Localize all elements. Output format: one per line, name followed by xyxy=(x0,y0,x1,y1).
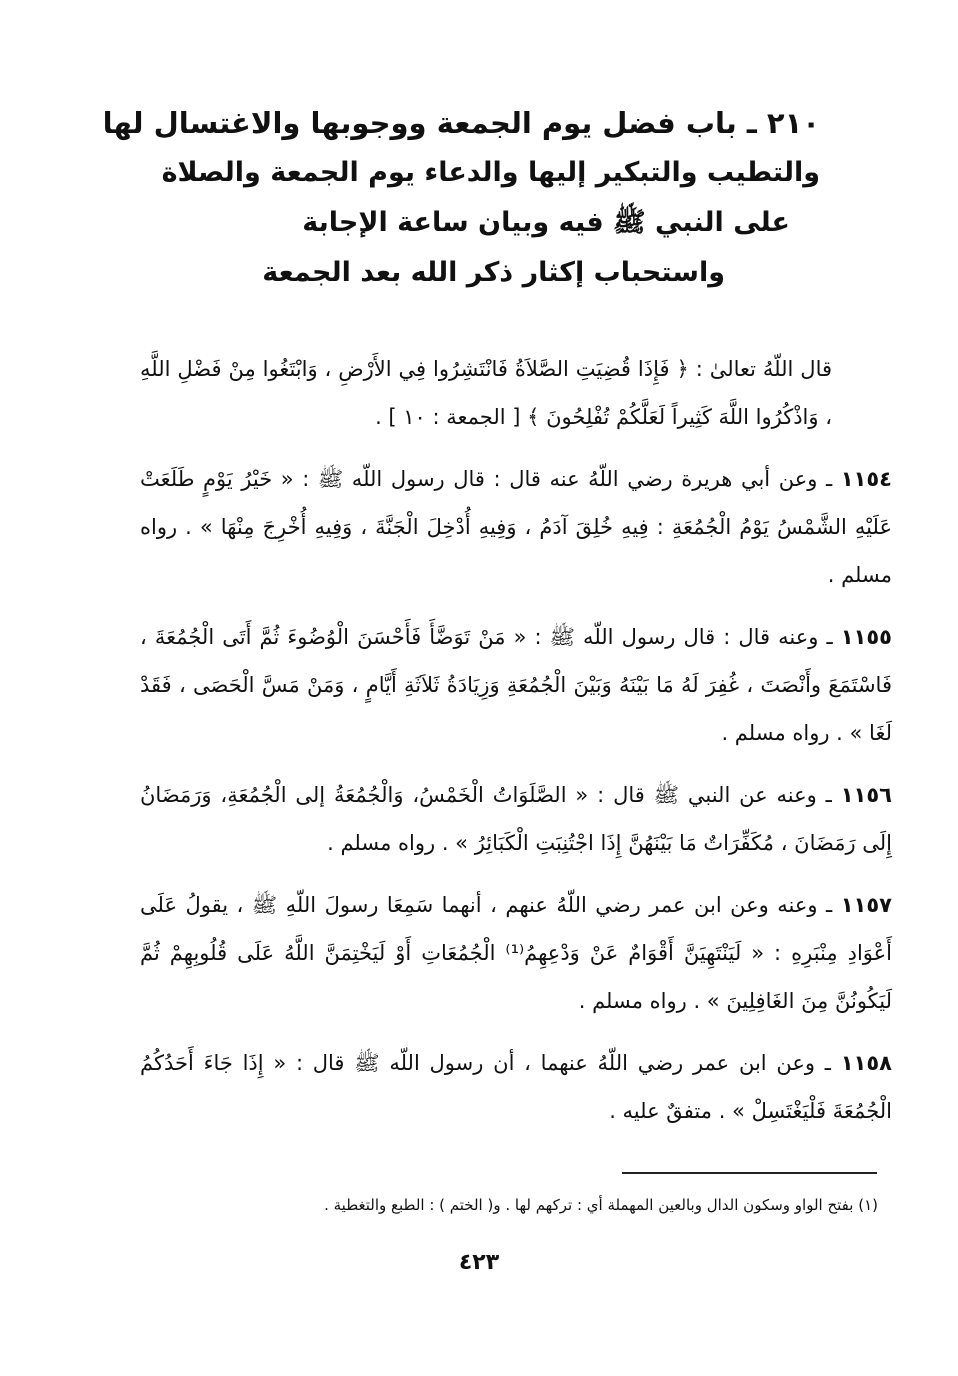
hadith-number: ١١٥٧ xyxy=(840,893,892,917)
heading-line-2: والتطيب والتبكير إليها والدعاء يوم الجمعة والصلاة xyxy=(161,157,820,188)
hadith-number: ١١٥٤ xyxy=(840,467,892,491)
hadith-text: ـ وعنه عن النبي ﷺ قال : « الصَّلَوَاتُ الْخَمْسُ، وَالْجُمُعَةُ إلى الْجُمُعَةِ، وَرَمَضَانُ إِلَى رَمَضَانَ ، مُكَفِّرَاتٌ مَا بَيْنَهُنَّ إِذَا اجْتُنِبَتِ الْكَبَائِرُ » . رواه مسلم . xyxy=(140,783,892,855)
hadith-1155 xyxy=(140,613,892,757)
hadith-text: ـ وعنه قال : قال رسول اللّه ﷺ : « مَنْ تَوَضَّأَ فَأَحْسَنَ الْوُضُوءَ ثُمَّ أَتَى الْجُمُعَةَ ، فَاسْتَمَعَ وأَنْصَتَ ، غُفِرَ لَهُ مَا بَيْنَهُ وَبَيْنَ الْجُمُعَةِ وَزِيَادَةُ ثَلاَثَةِ أَيَّامٍ ، وَمَنْ مَسَّ الْحَصَى ، فَقَدْ لَغَا » . رواه مسلم . xyxy=(140,625,892,745)
heading-line-1: ٢١٠ ـ باب فضل يوم الجمعة ووجوبها والاغتسال لها xyxy=(102,106,820,140)
heading-line-3: على النبي ﷺ فيه وبيان ساعة الإجابة xyxy=(302,207,790,238)
hadith-number: ١١٥٨ xyxy=(840,1051,892,1075)
hadith-text: ـ وعن ابن عمر رضي اللّهُ عنهما ، أن رسول اللّه ﷺ قال : « إِذَا جَاءَ أَحَدُكُمُ الْجُمُعَةَ فَلْيَغْتَسِلْ » . متفقٌ عليه . xyxy=(140,1051,892,1123)
intro-verse: قال اللّهُ تعالىٰ : ﴿ فَإِذَا قُضِيَتِ الصَّلاَةُ فَانْتَشِرُوا فِي الأَرْضِ ، وَابْتَغُوا مِنْ فَضْلِ اللَّهِ ، وَاذْكُرُوا اللَّهَ كَثِيراً لَعَلَّكُمْ تُفْلِحُونَ ﴾ [ الجمعة : ١٠ ] . xyxy=(140,357,832,429)
hadith-text: ـ وعنه وعن ابن عمر رضي اللّهُ عنهم ، أنهما سَمِعَا رسولَ اللّهِ ﷺ ، يقولُ عَلَى أَعْوَادِ مِنْبَرِهِ : « لَيَنْتَهِيَنَّ أَقْوَامٌ عَنْ وَدْعِهِمُ⁽¹⁾ الْجُمُعَاتِ أَوْ لَيَخْتِمَنَّ اللَّهُ عَلَى قُلُوبِهِمْ ثُمَّ لَيَكُونُنَّ مِنَ الغَافِلِينَ » . رواه مسلم . xyxy=(140,893,892,1013)
page-body xyxy=(140,345,892,1149)
hadith-number: ١١٥٥ xyxy=(840,625,892,649)
heading-line-4: واستحباب إكثار ذكر الله بعد الجمعة xyxy=(262,257,725,288)
hadith-1157 xyxy=(140,881,892,1025)
chapter-heading xyxy=(102,100,820,300)
page-number: ٤٢٣ xyxy=(458,1250,500,1275)
hadith-number: ١١٥٦ xyxy=(840,783,892,807)
footnote: (١) بفتح الواو وسكون الدال وبالعين المهملة أي : تركهم لها . و( الختم ) : الطبع والتغطية . xyxy=(324,1196,878,1214)
hadith-1158 xyxy=(140,1039,892,1135)
hadith-1156 xyxy=(140,771,892,867)
hadith-1154 xyxy=(140,455,892,599)
hadith-text: ـ وعن أبي هريرة رضي اللّهُ عنه قال : قال رسول اللّه ﷺ : « خَيْرُ يَوْمٍ طَلَعَتْ عَلَيْهِ الشَّمْسُ يَوْمُ الْجُمُعَةِ : فِيهِ خُلِقَ آدَمُ ، وَفِيهِ أُدْخِلَ الْجَنَّةَ ، وَفِيهِ أُخْرِجَ مِنْهَا » . رواه مسلم . xyxy=(140,467,892,587)
footnote-divider xyxy=(622,1172,877,1174)
